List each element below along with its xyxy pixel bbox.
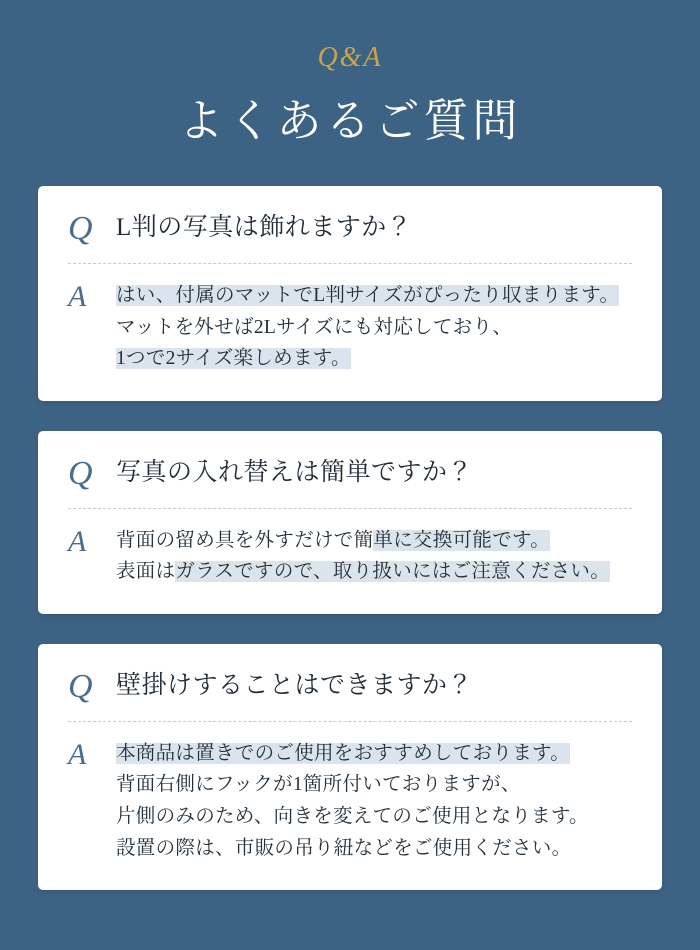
faq-answer-line xyxy=(116,801,589,833)
faq-answer-text xyxy=(116,738,589,864)
faq-divider xyxy=(68,263,632,264)
bottom-spacer xyxy=(0,920,700,930)
faq-card xyxy=(38,431,662,614)
section-eyebrow: Q&A xyxy=(317,42,383,73)
faq-list xyxy=(0,186,700,890)
page-title: よくあるご質問 xyxy=(178,96,522,146)
faq-answer-text xyxy=(116,525,610,588)
faq-divider xyxy=(68,508,632,509)
plain-text: 片側のみのため、向きを変えてのご使用となります。 xyxy=(116,806,589,828)
question-marker: Q xyxy=(68,667,93,705)
plain-text: 背面右側にフックが1箇所付いておりますが、 xyxy=(116,774,521,796)
faq-answer-row xyxy=(68,280,632,375)
plain-text: 設置の際は、市販の吊り紐などをご使用ください。 xyxy=(116,837,572,859)
faq-answer-row xyxy=(68,738,632,864)
faq-divider xyxy=(68,721,632,722)
faq-answer-line xyxy=(116,280,619,312)
faq-answer-line xyxy=(116,833,589,865)
answer-marker: A xyxy=(68,524,87,558)
plain-text: マットを外せば2Lサイズにも対応しており、 xyxy=(116,316,513,338)
faq-answer-line xyxy=(116,769,589,801)
highlighted-text: 本商品は置きでのご使用をおすすめしております。 xyxy=(116,742,571,764)
page-header xyxy=(0,0,700,148)
plain-text: 表面は xyxy=(116,561,176,583)
faq-card xyxy=(38,644,662,890)
highlighted-text: 単に交換可能です。 xyxy=(373,529,551,551)
faq-answer-line xyxy=(116,312,619,344)
plain-text: 背面の留め具を外すだけで簡 xyxy=(116,529,374,551)
answer-marker: A xyxy=(68,737,87,771)
faq-answer-row xyxy=(68,525,632,588)
faq-question-text: L判の写真は飾れますか？ xyxy=(116,214,413,241)
faq-answer-line xyxy=(116,525,610,557)
question-marker: Q xyxy=(68,454,93,492)
faq-answer-line xyxy=(116,738,589,770)
highlighted-text: 1つで2サイズ楽しめます。 xyxy=(116,348,351,370)
faq-question-row xyxy=(68,668,632,704)
highlighted-text: ガラスですので、取り扱いにはご注意ください。 xyxy=(175,561,611,583)
faq-answer-line xyxy=(116,556,610,588)
answer-marker: A xyxy=(68,280,87,313)
faq-answer-text xyxy=(116,280,619,375)
question-marker: Q xyxy=(68,210,93,247)
faq-card xyxy=(38,186,662,401)
highlighted-text: はい、付属のマットでL判サイズがぴったり収まります。 xyxy=(116,285,620,306)
faq-question-text: 写真の入れ替えは簡単ですか？ xyxy=(116,458,474,486)
faq-question-row xyxy=(68,210,632,246)
faq-question-text: 壁掛けすることはできますか？ xyxy=(116,671,474,699)
faq-question-row xyxy=(68,455,632,491)
faq-answer-line xyxy=(116,343,619,375)
